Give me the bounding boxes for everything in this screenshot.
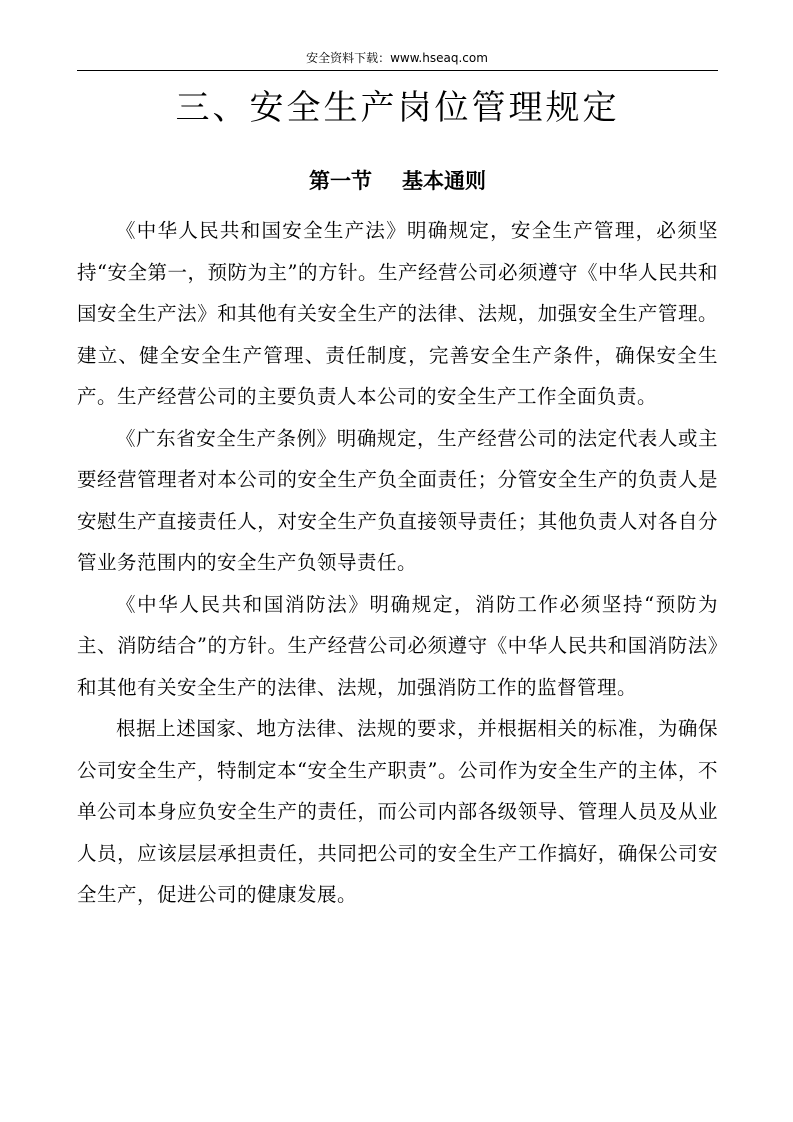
document-title: 三、安全生产岗位管理规定 (175, 88, 620, 128)
paragraph-fire-law: 《中华人民共和国消防法》明确规定，消防工作必须坚持“预防为主、消防结合”的方针。生产经营公司必须遵守《中华人民共和国消防法》和其他有关安全生产的法律、法规，加强消防工作的监督管理。 (77, 592, 718, 699)
header-divider (77, 70, 718, 71)
section-heading (77, 161, 718, 201)
section-name: 基本通则 (402, 169, 486, 193)
paragraph-responsibility-purpose: 根据上述国家、地方法律、法规的要求，并根据相关的标准，为确保公司安全生产，特制定本“安全生产职责”。公司作为安全生产的主体，不单公司本身应负安全生产的责任，而公司内部各级领导、管理人员及从业人员，应该层层承担责任，共同把公司的安全生产工作搞好，确保公司安全生产，促进公司的健康发展。 (77, 717, 718, 906)
paragraph-guangdong-regulation: 《广东省安全生产条例》明确规定，生产经营公司的法定代表人或主要经营管理者对本公司的安全生产负全面责任；分管安全生产的负责人是安慰生产直接责任人，对安全生产负直接领导责任；其他负责人对各自分管业务范围内的安全生产负领导责任。 (77, 426, 718, 574)
section-number: 第一节 (309, 169, 372, 193)
page-header: 安全资料下载：www.hseaq.com (306, 51, 488, 65)
document-body (77, 210, 718, 916)
paragraph-safety-law: 《中华人民共和国安全生产法》明确规定，安全生产管理，必须坚持“安全第一，预防为主”的方针。生产经营公司必须遵守《中华人民共和国安全生产法》和其他有关安全生产的法律、法规，加强安全生产管理。建立、健全安全生产管理、责任制度，完善安全生产条件，确保安全生产。生产经营公司的主要负责人本公司的安全生产工作全面负责。 (77, 219, 718, 408)
